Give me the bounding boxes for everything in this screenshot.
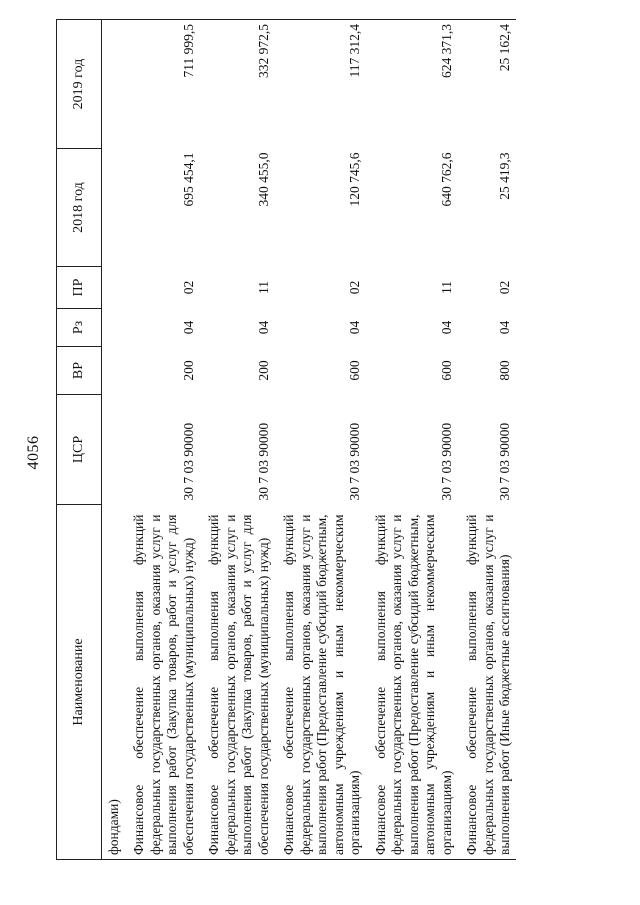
row-vr: 200 xyxy=(180,360,196,381)
row-name: Финансовое обеспечение выполнения функций федеральных государственных органов, оказания услуг и выполнения работ (Иные бюджетные ассигнования) xyxy=(457,505,516,860)
row-vr: 200 xyxy=(255,360,271,381)
page-number: 4056 xyxy=(25,435,42,470)
row-pr: 02 xyxy=(347,280,362,295)
row-pr: 11 xyxy=(438,281,454,294)
table-row xyxy=(274,20,366,860)
row-name: Финансовое обеспечение выполнения функций федеральных государственных органов, оказания услуг и выполнения работ (Предоставление субсидий бюджетным, автономным учреждениям и иным некоммерческим организациям) xyxy=(366,505,458,860)
row-rz: 04 xyxy=(347,320,362,335)
row-csr: 30 7 03 90000 xyxy=(497,422,512,501)
table-row xyxy=(199,20,274,860)
header-pr: ПР xyxy=(57,267,102,309)
table-row xyxy=(366,20,458,860)
row-name: Финансовое обеспечение выполнения функций федеральных государственных органов, оказания услуг и выполнения работ (Закупка товаров, работ и услуг для обеспечения государственных (муниципальных) нужд) xyxy=(199,505,274,860)
row-2018: 120 745,6 xyxy=(347,152,362,207)
row-2019: 332 972,5 xyxy=(199,20,274,149)
row-vr: 600 xyxy=(347,360,362,381)
row-2018: 640 762,6 xyxy=(438,152,454,207)
row-rz: 04 xyxy=(497,320,512,335)
table-row xyxy=(457,20,516,860)
row-csr: 30 7 03 90000 xyxy=(180,422,196,501)
table-row xyxy=(124,20,199,860)
row-2018: 25 419,3 xyxy=(497,152,512,200)
budget-table xyxy=(56,19,516,860)
table-continuation-row xyxy=(102,20,125,860)
row-csr: 30 7 03 90000 xyxy=(347,422,362,501)
row-rz: 04 xyxy=(255,320,271,335)
row-pr: 02 xyxy=(497,280,512,295)
row-csr: 30 7 03 90000 xyxy=(255,422,271,501)
header-name: Наименование xyxy=(57,505,102,860)
row-rz: 04 xyxy=(438,320,454,335)
row-vr: 600 xyxy=(438,360,454,381)
table-header-row xyxy=(57,20,102,860)
header-rz: Рз xyxy=(57,309,102,347)
row-rz: 04 xyxy=(180,320,196,335)
row-name: Финансовое обеспечение выполнения функций федеральных государственных органов, оказания услуг и выполнения работ (Предоставление субсидий бюджетным, автономным учреждениям и иным некоммерческим организациям) xyxy=(274,505,366,860)
row-2019: 25 162,4 xyxy=(457,20,516,149)
row-pr: 11 xyxy=(255,281,271,294)
header-csr: ЦСР xyxy=(57,395,102,505)
row-2019: 624 371,3 xyxy=(366,20,458,149)
continued-name-text: фондами) xyxy=(102,505,125,860)
row-csr: 30 7 03 90000 xyxy=(438,422,454,501)
row-2019: 711 999,5 xyxy=(124,20,199,149)
header-vr: ВР xyxy=(57,347,102,395)
header-2019: 2019 год xyxy=(57,20,102,149)
row-pr: 02 xyxy=(180,280,196,295)
row-2019: 117 312,4 xyxy=(274,20,366,149)
header-2018: 2018 год xyxy=(57,149,102,267)
row-2018: 695 454,1 xyxy=(180,152,196,207)
row-2018: 340 455,0 xyxy=(255,152,271,207)
row-name: Финансовое обеспечение выполнения функций федеральных государственных органов, оказания услуг и выполнения работ (Закупка товаров, работ и услуг для обеспечения государственных (муниципальных) нужд) xyxy=(124,505,199,860)
row-vr: 800 xyxy=(497,360,512,381)
